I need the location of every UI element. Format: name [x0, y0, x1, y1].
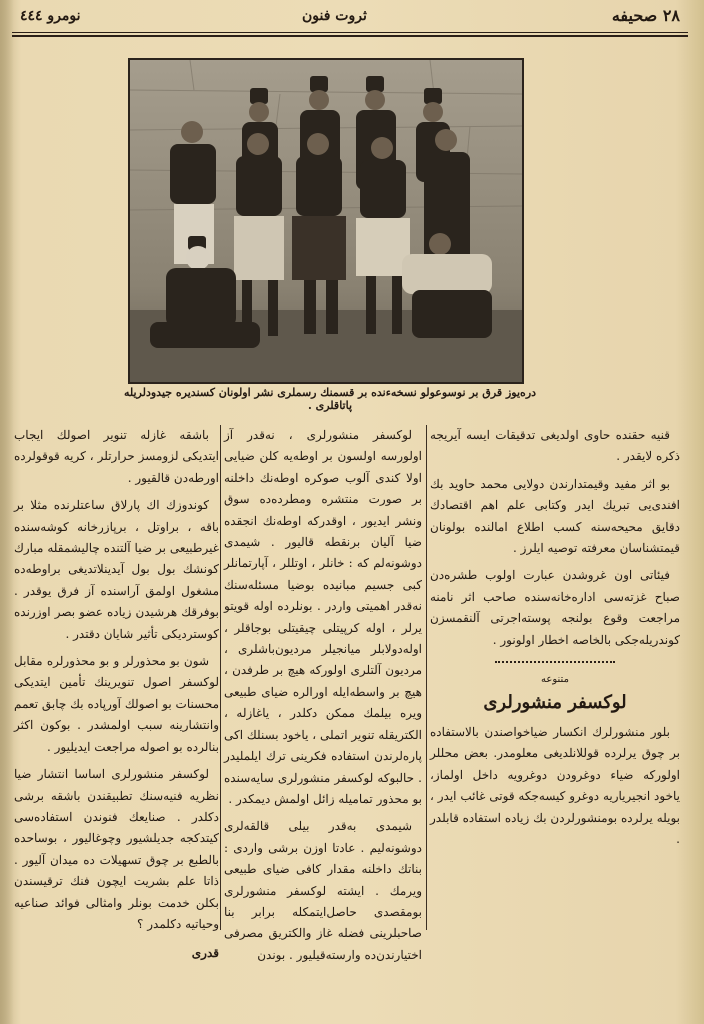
column-divider-right: [426, 425, 427, 930]
section-divider: [495, 661, 615, 663]
journal-title: ثروت فنون: [302, 8, 367, 24]
author-signature: قدری: [191, 946, 219, 961]
header-rule-thick: [12, 35, 688, 37]
column-middle: [224, 425, 422, 972]
issue-number: نومرو ٤٤٤: [20, 8, 81, 24]
paragraph: شیمدی به‌قدر بیلی قالقه‌لری دوشونه‌لیم . عادتا اوزن برشی واردی : بناتك داخلنه مقدار کافی ضیای طبیعی ویرمك . ایشته لوکسفر منشورلری بومقصدی حاصل‌ایتمکله برابر بنا صاحبلرینی فضله غاز والکتریق مصرفی اختیارندن‌ده وارسته‌قیلیور . بوندن: [224, 819, 422, 962]
paragraph: بلور منشورلرك انکسار ضیاخواصندن بالاستفاده بر چوق یرلرده قوللانلدیغی معلومدر. بعض محللر اولورکه ضیاء دوغرودن دوغرویه داخل اولماز، یاخود انجیریاریه دوغرو کیسه‌جکه قوتی غائب ایدر ، بویله یرلرده بومنشورلردن بك زیاده استفاده قابلدر .: [430, 724, 680, 846]
paragraph: باشقه غازله تنویر اصولك ایجاب ایتدیکی لزومسز حرارتلر ، کریه قوقولرده اورطه‌دن قالقیور .: [14, 428, 219, 485]
page-header: [12, 6, 688, 30]
paragraph: لوکسفر منشورلری اساسا انتشار ضیا نظریه فنیه‌سنك تطبیقندن باشقه برشی دکلدر . صنایعك فنوندن استفاده‌سی کیتدکجه جدیلشیور وچوغالیور ، بوساحده بالطبع بر چوق تسهیلات ده میدان آلیور . ذاتا علم بشریت ایچون فنك ترقیسندن بکلن خدمت بونلر وامثالی فوائد صناعیه وحیاتیه دکلمدر ؟: [14, 767, 219, 931]
column-left: [14, 425, 219, 965]
page-number: ۲۸ صحیفه: [611, 6, 680, 25]
paragraph: بو اثر مفید وقیمتدارندن دولایی محمد حاوید بك افندی‌یی تبریك ایدر وکتابی علم اهم اقتصادك دقایق محیحه‌سنه کسب اطلاع امالنده بولونان قیمتشناسان معرفته توصیه ایلرز .: [430, 476, 680, 556]
header-rule: [12, 32, 688, 33]
section-title: لوکسفر منشورلری: [483, 692, 627, 714]
paragraph: شون بو محذورلر و بو محذورلره مقابل لوکسفر اصول تنویرینك تأمین ایتدیکی محسنات بو اصولك آورپاده بك چابق تعمم وانتشارینه سبب اولمشدر . بوکون اکثر بنالرده بو اصوله مراجعت ایدیلیور .: [14, 654, 219, 754]
paragraph: لوکسفر منشورلری ، نه‌قدر آز اولورسه اولسون بر اوطه‌یه کلن ضیایی اولا کندی آلوب صوکره اوطه‌نك داخلنه بر صورت منتشره ومطرده‌ده سوق ونشر ایدیور ، اوقدرکه اوطه‌نك انجقده ضیا آلیان برنقطه قالیور . شیمدی دوشونه‌لم که : خانلر ، اوتللر ، آپارتمانلر کبی جسیم مبانیده بوضیا مسئله‌سنك نه‌قدر اهمیتی واردر . بونلرده اوله قویتو یرلر ، اوله کرپیتلی چیقیتلی بوجاقلر ، اوله‌دولابلر میانجیلر مردیون‌باشلری ، مردیون آلتلری اولورکه هیچ بر طرفدن ، هیچ بر واسطه‌ایله اورالره ضیای طبیعی ویره بیلمك ممکن دکلدر ، یاغازله ، الکتریقله تنویر اتملی ، یاخود بسنلك اکی پاره‌لرندن استفاده فکرینی ترك ایلملیدر . حالبوکه لوکسفر منشورلری سایه‌سنده بو محذور تمامیله زائل اولمش دیمکدر .: [224, 428, 422, 806]
paragraph: قنیه حقنده حاوی اولدیغی تدقیقات ایسه آیریجه ذکره لایقدر .: [430, 428, 680, 464]
photo-caption: دره‌یوز قرق بر نوسوعولو نسخه‌ءنده‌ بر قسمنك رسملری نشر اولونان کسندیره جیدودلریله پاتاقلری .: [123, 386, 537, 412]
page-fold-shadow: [0, 0, 14, 1024]
paragraph: کوندوزك اك پارلاق ساعتلرنده مثلا بر باقه ، براوتل ، برپازرخانه کوشه‌سنده غیرطبیعی بر ضیا آلتنده چالیشمقله مبارك کونشك بول بول آیدینلاتدیغی براوطه‌ده مشغول اولمق آراسنده آز فرق یوقدر . بوفرقك هرشیدن زیاده عضو بصر اوزرنده کوستردیکی تأثیر شایان دقتدر .: [14, 498, 219, 641]
paragraph: فیئاتی اون غروشدن عبارت اولوب طشره‌دن صباح غزته‌سی اداره‌خانه‌سنده صاحب اثر نامنه مراجعت وقوع بولنجه پوسته‌اجرتی آلنقمسزن کوندریله‌جکی بالخاصه اخطار اولونور .: [430, 568, 680, 647]
group-photograph: [128, 58, 524, 384]
photo-illustration: [130, 60, 522, 382]
section-label: متنوعه: [541, 674, 569, 686]
column-divider-left: [220, 425, 221, 930]
column-right: [430, 425, 680, 856]
